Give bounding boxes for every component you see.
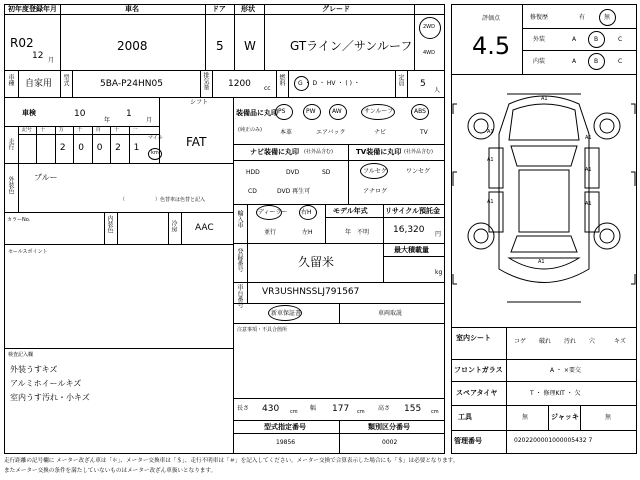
sales-point-label: セールスポイント [8,249,48,255]
inspection-year: 10 [74,109,86,119]
navi-dvd-play: DVD 再生可 [277,188,311,195]
mileage-header-cell: 千 [77,127,83,133]
mileage-divider [36,126,37,163]
displacement-unit: cc [264,85,271,92]
footer-line1: 走行距離の記号欄に メーター改ざん車は「＊」、メーター交換車は「＄」、走行不明車は「＃」を記入してください。メーター交換で合算表示した場合にも「＄」は必要となります。 [4,458,459,464]
ac-value: AAC [195,223,214,233]
equipment-sublabel: (純正のみ) [238,127,262,133]
diagram-mark-4: A1 [487,157,494,163]
repair-opt-no: 無 [604,14,611,21]
management-value: 0202200001000005432 7 [514,437,593,444]
length-value: 430 [262,404,280,414]
displacement-label: 排気量 [202,72,209,90]
mileage-grid [18,126,147,163]
color-no-label: カラーNo. [7,217,31,223]
mileage-digit: 0 [96,143,103,153]
reg-value: 久留米 [298,255,335,269]
recycle-unit: 円 [435,231,442,238]
manual-label: 車両取説 [378,310,403,317]
footer-line2: またメーター交換の条件を満たしていないものはメーター改ざん車扱いとなります。 [4,468,217,474]
model-year-label: モデル年式 [333,207,368,215]
fuel-options: G ・ D ・ HV ・ ( ) ・ [298,80,360,87]
interior-seat-label: 室内シート [456,334,491,342]
ext-a: A [572,36,577,43]
equipment-item: PW [306,108,316,115]
import-label: 輸入車 [236,210,243,228]
import-left-h: 左H [302,229,313,236]
mileage-divider [55,126,56,163]
equipment-item-bottom: 本革 [280,129,293,136]
ac-label: 冷房 [170,220,177,232]
inspection-year-unit: 年 [104,117,111,124]
drive-4wd: 4WD [423,50,435,56]
inspector-note: アルミホイールキズ [10,379,82,388]
navi-sd: SD [322,169,331,176]
spare-tire-label: スペアタイヤ [456,389,498,397]
inspector-note: 外装うすキズ [10,365,58,374]
ext-b: B [594,36,599,43]
name-label: 車名 [125,5,139,13]
inspection-month: 1 [126,109,132,119]
first-reg-month: 12 [32,51,44,61]
inspector-label: 検査記入欄 [8,352,34,358]
mileage-divider [129,126,130,163]
jack-value: 無 [605,414,612,421]
equipment-item: AW [332,108,342,115]
tv-analog: アナログ [363,188,388,195]
chassis-label: 車台番号 [236,284,243,308]
doors-value: 5 [216,39,224,53]
jack-label: ジャッキ [551,413,579,421]
color-value: ブルー [34,173,58,182]
exterior-label: 外装 [533,36,546,43]
int-a: A [572,58,577,65]
capacity-unit: 人 [434,87,441,94]
shift-label: シフト [190,99,209,106]
height-value: 155 [404,404,422,414]
grade-value: GTライン／サンルーフ [290,39,413,53]
management-label: 管理番号 [454,437,482,445]
reg-label: 登録番号 [236,248,243,272]
repair-label: 修復歴 [530,14,549,21]
import-parallel: 並行 [264,229,277,236]
shift-value: FAT [186,135,207,149]
spare-tire-value: T ・ 修理KIT ・ 欠 [530,390,581,397]
car-body-diagram [451,74,637,327]
notes-label: 注意事項・不具合箇所 [237,327,288,333]
kind-label: 車種 [7,74,14,86]
front-glass-value: A ・ ×要交 [550,367,581,374]
import-dealer: ディーラー [258,209,288,216]
navi-hdd: HDD [246,169,260,176]
model-label: 型式 [62,74,69,86]
tools-value: 無 [522,414,529,421]
equipment-items [276,104,442,144]
drive-2wd: 2WD [423,24,435,30]
shape-label: 形状 [241,5,255,13]
warranty-label: 新車保証書 [271,310,302,317]
mileage-digit: 2 [115,143,121,153]
navi-cd: CD [248,188,257,195]
grade-label: グレード [322,5,350,13]
width-value: 177 [332,404,350,414]
diagram-mark-2: A1 [487,129,494,135]
shape-value: W [244,39,256,53]
mileage-header-cell: 十 [114,127,120,133]
equipment-item: サンルーフ [364,108,394,115]
seat-item: 破れ [539,338,552,345]
mileage-header-cell: 百 [95,127,101,133]
recycle-label: リサイクル預託金 [385,207,441,215]
repair-opt-yes: 有 [579,14,586,21]
max-load-unit: kg [435,269,443,276]
equipment-item: ABS [414,108,426,115]
import-right-h: 右H [301,209,312,216]
tv-sublabel: (社外品含む) [404,149,433,155]
inspector-note: 室内うす汚れ・小キズ [10,393,90,402]
tv-label: TV装備に丸印 [356,148,402,156]
diagram-mark-3: A1 [585,135,592,141]
interior-label: 内装 [533,58,546,65]
km-unit: km [151,150,159,156]
navi-sublabel: (社外品含む) [304,149,333,155]
class-no-value: 0002 [382,439,398,446]
mileage-header-cell: 十 [40,127,46,133]
first-reg-label: 初年度登録年月 [8,5,57,13]
capacity-label: 定員 [397,74,404,86]
max-load-label: 最大積載量 [394,246,429,254]
length-label: 長さ [237,405,250,412]
mileage-label: 走行 [7,138,14,150]
color-note: （ ）色替車は色替と記入 [120,197,206,203]
diagram-mark-7: A1 [585,201,592,207]
height-label: 高さ [378,405,391,412]
height-unit: cm [431,409,439,415]
equipment-item-bottom: TV [420,129,428,136]
month-unit: 月 [48,57,55,64]
capacity-value: 5 [420,79,426,89]
rating-label: 評価点 [482,15,501,22]
equipment-item-bottom: エアバック [316,129,346,136]
fuel-label: 燃料 [278,74,285,86]
type-no-label: 型式指定番号 [264,423,306,431]
diagram-mark-5: A1 [585,167,592,173]
mileage-digit: 2 [59,143,66,153]
mileage-divider [110,126,111,163]
equipment-item-bottom: ナビ [374,129,387,136]
inspection-month-unit: 月 [146,117,153,124]
mileage-divider [73,126,74,163]
first-reg-era: R02 [10,36,34,50]
length-unit: cm [290,409,298,415]
diagram-mark-6: A1 [487,199,494,205]
int-c: C [618,58,623,65]
mileage-header-cell: 記号 [22,127,33,133]
width-unit: cm [357,409,365,415]
type-no-value: 19856 [276,439,296,446]
width-label: 幅 [310,405,317,412]
inspection-label: 車検 [22,109,36,117]
mileage-header-cell: 一 [132,127,138,133]
ext-c: C [618,36,623,43]
mileage-header-cell: 万 [58,127,64,133]
front-glass-label: フロントガラス [454,366,503,374]
diagram-mark-1: A1 [541,96,548,102]
chassis-value: VR3USHNSSLJ791567 [262,287,360,297]
tools-label: 工具 [458,413,472,421]
int-b: B [594,58,599,65]
color-label: 外装色 [7,176,14,194]
doors-label: ドア [212,5,226,13]
seat-item: 汚れ [564,338,577,345]
mileage-divider [92,126,93,163]
mileage-digit: 1 [133,143,140,153]
model-year-value: 年 不明 [345,229,370,236]
tv-fullseg: フルセグ [363,168,387,175]
equipment-label: 装備品に丸印 [236,109,278,117]
seat-item: コゲ [514,338,527,345]
rating-value: 4.5 [472,32,511,60]
class-no-label: 類別区分番号 [368,423,410,431]
car-name: 2008 [117,39,148,53]
tv-oneseg: ワンセグ [406,168,431,175]
displacement-value: 1200 [228,79,251,89]
mileage-digit: 0 [78,143,85,153]
equipment-item: PS [278,108,286,115]
interior-color-label: 内装色 [106,215,113,233]
diagram-mark-8: A1 [538,259,545,265]
navi-dvd: DVD [286,169,300,176]
navi-label: ナビ装備に丸印 [250,148,299,156]
recycle-value: 16,320 [393,225,425,235]
seat-item: キズ [614,338,626,345]
kind-value: 自家用 [25,79,53,89]
mile-unit: マイル [148,135,163,141]
seat-item: 穴 [589,338,596,345]
model-value: 5BA-P24HN05 [100,79,163,89]
